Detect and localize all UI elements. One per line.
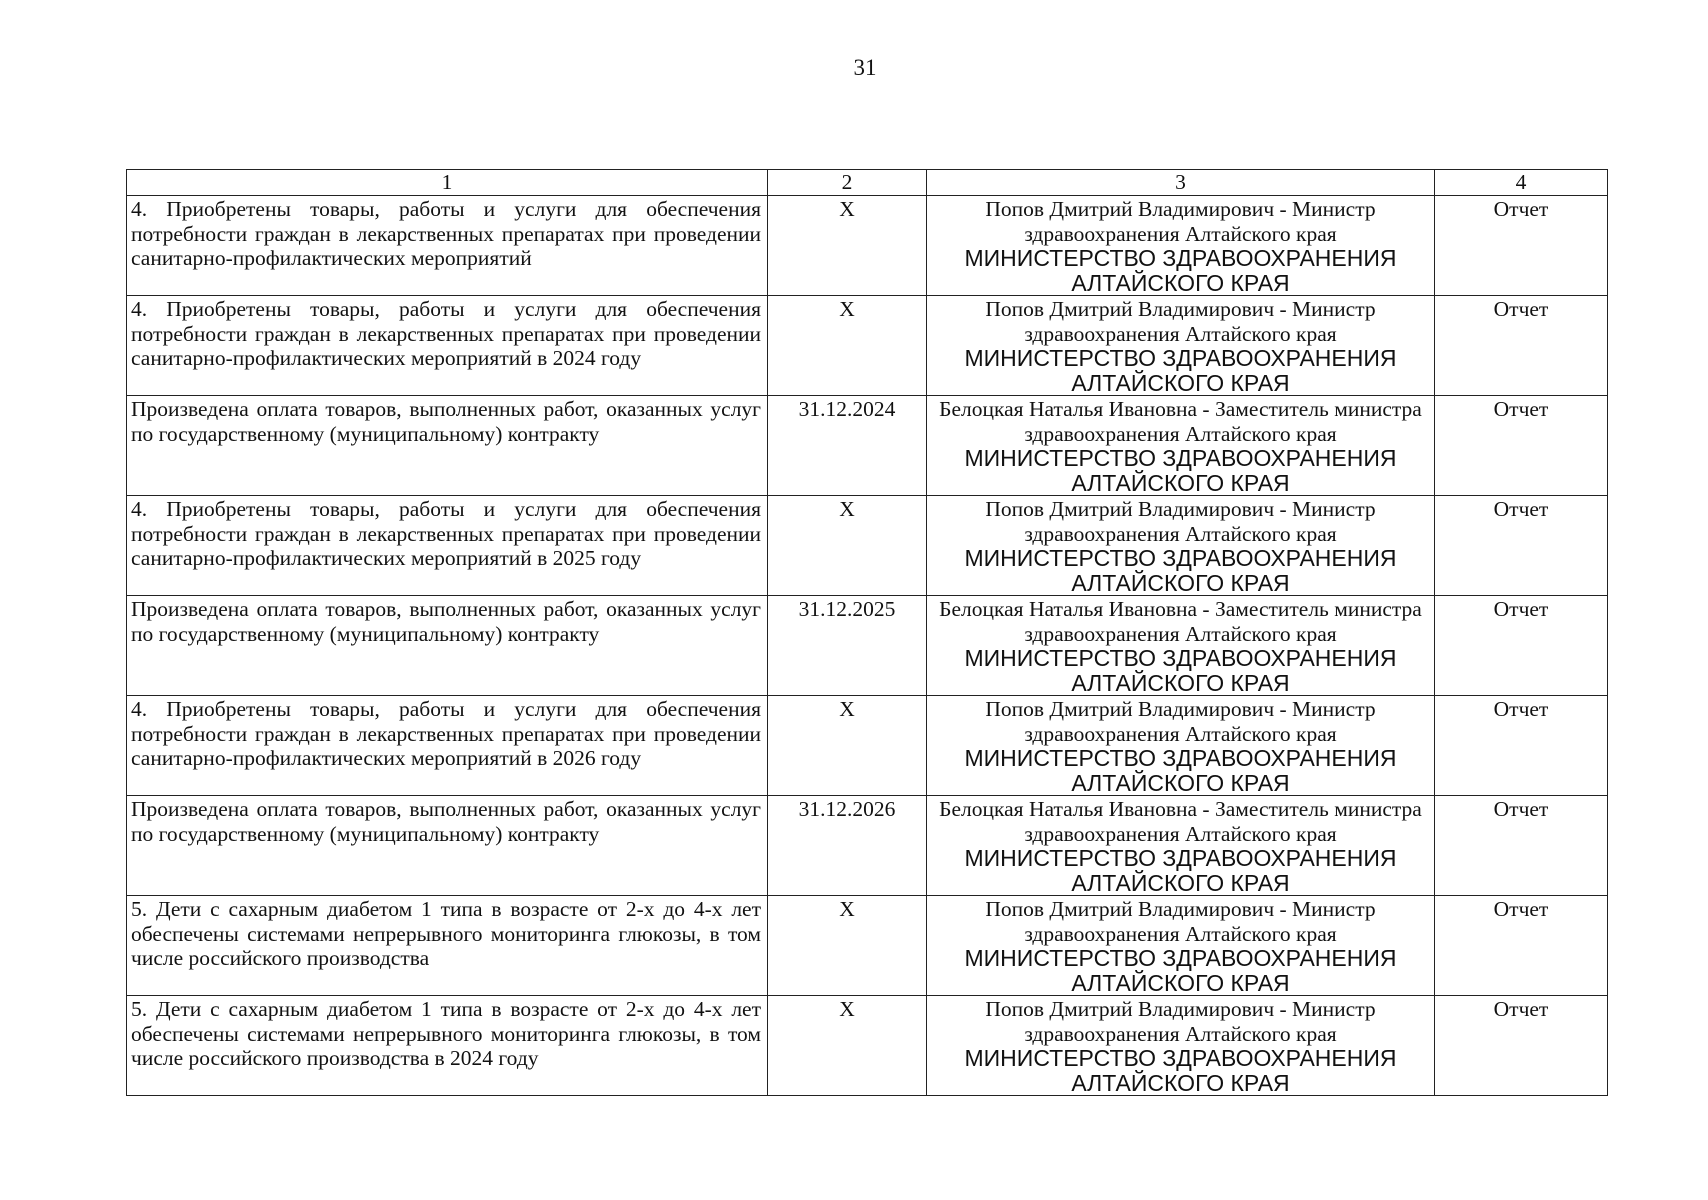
responsible-cell — [927, 996, 1435, 1096]
column-number: 2 — [768, 170, 927, 196]
column-number-row — [127, 170, 1608, 196]
responsible-person: Попов Дмитрий Владимирович - Министр здравоохранения Алтайского края — [985, 497, 1376, 546]
document-cell: Отчет — [1435, 996, 1608, 1096]
responsible-person: Попов Дмитрий Владимирович - Министр здравоохранения Алтайского края — [985, 297, 1376, 346]
document-cell: Отчет — [1435, 596, 1608, 696]
date-cell: X — [768, 196, 927, 296]
result-cell: Произведена оплата товаров, выполненных работ, оказанных услуг по государственному (муниципальному) контракту — [127, 396, 768, 496]
date-cell: X — [768, 996, 927, 1096]
document-cell: Отчет — [1435, 896, 1608, 996]
responsible-cell — [927, 396, 1435, 496]
document-cell: Отчет — [1435, 396, 1608, 496]
responsible-organization: МИНИСТЕРСТВО ЗДРАВООХРАНЕНИЯ АЛТАЙСКОГО КРАЯ — [964, 545, 1397, 596]
responsible-organization: МИНИСТЕРСТВО ЗДРАВООХРАНЕНИЯ АЛТАЙСКОГО КРАЯ — [964, 245, 1397, 296]
date-cell: X — [768, 896, 927, 996]
document-cell: Отчет — [1435, 796, 1608, 896]
responsible-cell — [927, 896, 1435, 996]
responsible-person: Белоцкая Наталья Ивановна - Заместитель министра здравоохранения Алтайского края — [939, 797, 1422, 846]
responsible-cell — [927, 496, 1435, 596]
plan-table — [126, 169, 1608, 1096]
result-cell: 4. Приобретены товары, работы и услуги для обеспечения потребности граждан в лекарственных препаратах при проведении санитарно-профилактических мероприятий — [127, 196, 768, 296]
responsible-person: Попов Дмитрий Владимирович - Министр здравоохранения Алтайского края — [985, 697, 1376, 746]
table-row — [127, 496, 1608, 596]
responsible-person: Попов Дмитрий Владимирович - Министр здравоохранения Алтайского края — [985, 897, 1376, 946]
date-cell: X — [768, 296, 927, 396]
column-number: 3 — [927, 170, 1435, 196]
responsible-person: Попов Дмитрий Владимирович - Министр здравоохранения Алтайского края — [985, 197, 1376, 246]
table-row — [127, 796, 1608, 896]
table-row — [127, 696, 1608, 796]
document-cell: Отчет — [1435, 196, 1608, 296]
table-row — [127, 296, 1608, 396]
responsible-cell — [927, 196, 1435, 296]
responsible-person: Белоцкая Наталья Ивановна - Заместитель министра здравоохранения Алтайского края — [939, 397, 1422, 446]
result-cell: 5. Дети с сахарным диабетом 1 типа в возрасте от 2-х до 4-х лет обеспечены системами непрерывного мониторинга глюкозы, в том числе российского производства — [127, 896, 768, 996]
responsible-organization: МИНИСТЕРСТВО ЗДРАВООХРАНЕНИЯ АЛТАЙСКОГО КРАЯ — [964, 845, 1397, 896]
result-cell: 4. Приобретены товары, работы и услуги для обеспечения потребности граждан в лекарственных препаратах при проведении санитарно-профилактических мероприятий в 2024 году — [127, 296, 768, 396]
date-cell: 31.12.2024 — [768, 396, 927, 496]
column-number: 4 — [1435, 170, 1608, 196]
responsible-cell — [927, 796, 1435, 896]
responsible-cell — [927, 696, 1435, 796]
table-row — [127, 396, 1608, 496]
document-cell: Отчет — [1435, 496, 1608, 596]
column-number: 1 — [127, 170, 768, 196]
table-row — [127, 196, 1608, 296]
date-cell: X — [768, 696, 927, 796]
table-row — [127, 996, 1608, 1096]
result-cell: 5. Дети с сахарным диабетом 1 типа в возрасте от 2-х до 4-х лет обеспечены системами непрерывного мониторинга глюкозы, в том числе российского производства в 2024 году — [127, 996, 768, 1096]
responsible-organization: МИНИСТЕРСТВО ЗДРАВООХРАНЕНИЯ АЛТАЙСКОГО КРАЯ — [964, 445, 1397, 496]
page-number: 31 — [853, 55, 877, 80]
document-cell: Отчет — [1435, 296, 1608, 396]
responsible-person: Белоцкая Наталья Ивановна - Заместитель министра здравоохранения Алтайского края — [939, 597, 1422, 646]
table-row — [127, 596, 1608, 696]
date-cell: 31.12.2026 — [768, 796, 927, 896]
result-cell: 4. Приобретены товары, работы и услуги для обеспечения потребности граждан в лекарственных препаратах при проведении санитарно-профилактических мероприятий в 2026 году — [127, 696, 768, 796]
responsible-cell — [927, 596, 1435, 696]
responsible-organization: МИНИСТЕРСТВО ЗДРАВООХРАНЕНИЯ АЛТАЙСКОГО КРАЯ — [964, 945, 1397, 996]
result-cell: 4. Приобретены товары, работы и услуги для обеспечения потребности граждан в лекарственных препаратах при проведении санитарно-профилактических мероприятий в 2025 году — [127, 496, 768, 596]
responsible-organization: МИНИСТЕРСТВО ЗДРАВООХРАНЕНИЯ АЛТАЙСКОГО КРАЯ — [964, 1045, 1397, 1096]
responsible-organization: МИНИСТЕРСТВО ЗДРАВООХРАНЕНИЯ АЛТАЙСКОГО КРАЯ — [964, 645, 1397, 696]
date-cell: X — [768, 496, 927, 596]
responsible-person: Попов Дмитрий Владимирович - Министр здравоохранения Алтайского края — [985, 997, 1376, 1046]
responsible-organization: МИНИСТЕРСТВО ЗДРАВООХРАНЕНИЯ АЛТАЙСКОГО КРАЯ — [964, 345, 1397, 396]
document-cell: Отчет — [1435, 696, 1608, 796]
result-cell: Произведена оплата товаров, выполненных работ, оказанных услуг по государственному (муниципальному) контракту — [127, 596, 768, 696]
table-row — [127, 896, 1608, 996]
result-cell: Произведена оплата товаров, выполненных работ, оказанных услуг по государственному (муниципальному) контракту — [127, 796, 768, 896]
date-cell: 31.12.2025 — [768, 596, 927, 696]
responsible-organization: МИНИСТЕРСТВО ЗДРАВООХРАНЕНИЯ АЛТАЙСКОГО КРАЯ — [964, 745, 1397, 796]
responsible-cell — [927, 296, 1435, 396]
